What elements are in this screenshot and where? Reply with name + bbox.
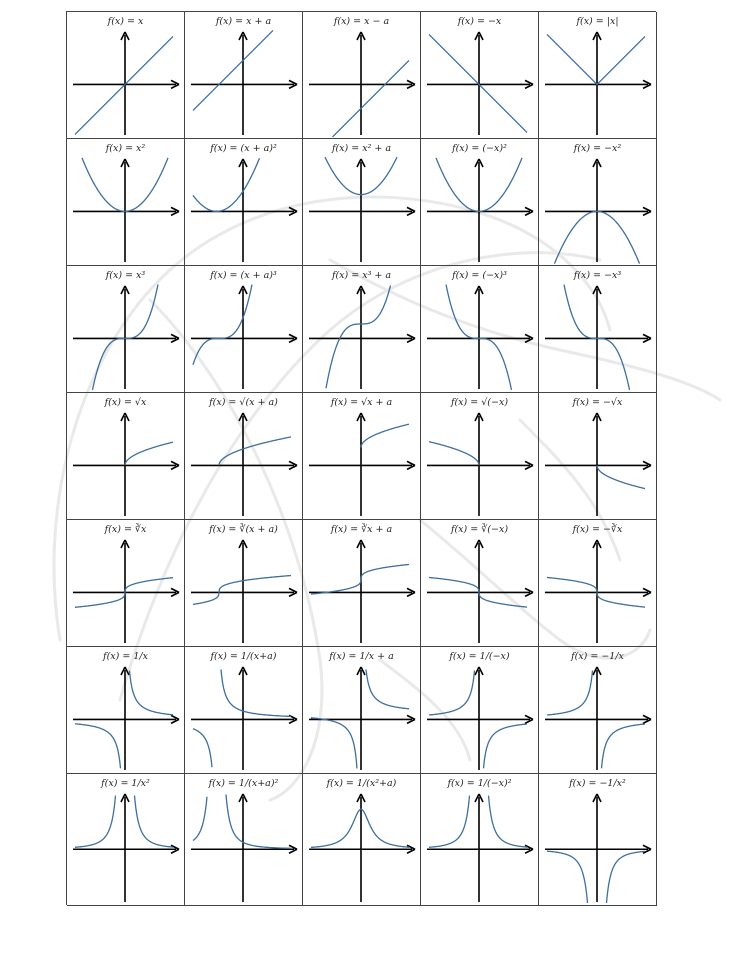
function-plot	[421, 647, 539, 774]
function-cell	[185, 266, 303, 393]
function-label: f(x) = ∛x	[104, 524, 147, 535]
function-curve	[75, 36, 173, 134]
function-cell	[421, 12, 539, 139]
function-label: f(x) = 1/x²	[101, 778, 150, 789]
function-label: f(x) = √x + a	[330, 397, 393, 408]
function-label: f(x) = −x²	[573, 143, 622, 154]
function-curve	[193, 158, 260, 211]
function-plot	[67, 266, 185, 393]
function-label: f(x) = −1/x	[571, 651, 624, 662]
function-curve	[125, 442, 173, 465]
function-cell	[539, 139, 657, 266]
function-label: f(x) = −∛x	[572, 524, 623, 535]
function-cell	[185, 139, 303, 266]
function-curve	[193, 30, 273, 110]
function-cell	[539, 12, 657, 139]
function-label: f(x) = ∛(x + a)	[209, 524, 278, 535]
function-plot	[539, 647, 657, 774]
function-label: f(x) = 1/(x²+a)	[326, 778, 397, 789]
function-curve	[326, 286, 391, 389]
function-plot	[303, 139, 421, 266]
function-curve	[219, 437, 291, 466]
function-plot	[539, 266, 657, 393]
function-curve	[311, 809, 409, 847]
function-label: f(x) = 1/x	[103, 651, 148, 662]
function-plot	[421, 12, 539, 139]
function-cell	[303, 393, 421, 520]
function-cell	[67, 139, 185, 266]
function-label: f(x) = 1/(x+a)	[210, 651, 277, 662]
function-label: f(x) = (−x)³	[452, 270, 507, 281]
function-plot	[421, 139, 539, 266]
function-cell	[539, 393, 657, 520]
function-label: f(x) = |x|	[576, 16, 619, 27]
function-label: f(x) = 1/(x+a)²	[208, 778, 279, 789]
function-cell	[67, 647, 185, 774]
function-cell	[67, 12, 185, 139]
function-cell	[67, 266, 185, 393]
function-label: f(x) = x²	[105, 143, 146, 154]
function-plot	[539, 520, 657, 647]
function-plot	[539, 774, 657, 906]
function-plot	[67, 139, 185, 266]
function-cell	[303, 12, 421, 139]
function-plot	[421, 266, 539, 393]
function-plot	[185, 12, 303, 139]
function-cell	[67, 774, 185, 906]
function-curve	[361, 424, 409, 447]
function-label: f(x) = (−x)²	[452, 143, 507, 154]
function-label: f(x) = √x	[104, 397, 147, 408]
function-cell	[185, 520, 303, 647]
function-label: f(x) = 1/(−x)²	[447, 778, 512, 789]
function-cell	[303, 647, 421, 774]
function-cell	[185, 12, 303, 139]
function-cell	[303, 520, 421, 647]
function-cell	[539, 774, 657, 906]
function-plot	[303, 774, 421, 906]
function-cell	[67, 393, 185, 520]
function-curve	[311, 565, 409, 595]
function-label: f(x) = (x + a)²	[210, 143, 277, 154]
function-label: f(x) = √(−x)	[450, 397, 509, 408]
function-cell	[185, 647, 303, 774]
function-curve	[429, 796, 527, 848]
function-cell	[303, 139, 421, 266]
function-plot	[185, 647, 303, 774]
function-cell	[421, 647, 539, 774]
function-curve	[547, 851, 645, 903]
function-cell	[421, 520, 539, 647]
function-label: f(x) = ∛x + a	[330, 524, 393, 535]
function-plot	[421, 520, 539, 647]
function-label: f(x) = x³	[105, 270, 146, 281]
function-plot	[303, 266, 421, 393]
function-plot	[185, 266, 303, 393]
function-cell	[67, 520, 185, 647]
function-plot	[67, 647, 185, 774]
function-cell	[539, 647, 657, 774]
function-curve	[75, 796, 173, 848]
function-curve	[193, 576, 291, 605]
function-plot	[421, 393, 539, 520]
function-plot	[303, 393, 421, 520]
function-label: f(x) = x + a	[215, 16, 272, 27]
function-curve	[333, 60, 410, 136]
function-curve	[429, 34, 527, 132]
function-plot	[303, 12, 421, 139]
function-cell	[303, 266, 421, 393]
function-label: f(x) = √(x + a)	[209, 397, 278, 408]
function-cell	[421, 139, 539, 266]
function-curve	[597, 465, 645, 488]
function-label: f(x) = x	[107, 16, 144, 27]
function-plot	[67, 393, 185, 520]
function-label: f(x) = −x³	[573, 270, 622, 281]
function-label: f(x) = −√x	[572, 397, 623, 408]
function-curve	[429, 442, 479, 466]
function-plot	[539, 12, 657, 139]
function-curve	[547, 34, 645, 84]
function-plot	[67, 12, 185, 139]
function-label: f(x) = 1/(−x)	[449, 651, 510, 662]
function-plot	[185, 139, 303, 266]
function-cell	[421, 774, 539, 906]
function-plot	[67, 520, 185, 647]
function-curve	[193, 795, 291, 849]
function-plot	[539, 139, 657, 266]
function-label: f(x) = x² + a	[331, 143, 392, 154]
function-plot	[303, 647, 421, 774]
function-label: f(x) = ∛(−x)	[450, 524, 509, 535]
function-cell	[421, 393, 539, 520]
function-cell	[185, 393, 303, 520]
function-label: f(x) = (x + a)³	[210, 270, 277, 281]
function-transformation-grid	[66, 11, 656, 905]
function-plot	[185, 774, 303, 906]
function-cell	[539, 520, 657, 647]
function-cell	[539, 266, 657, 393]
function-cell	[421, 266, 539, 393]
function-plot	[185, 393, 303, 520]
function-label: f(x) = −1/x²	[569, 778, 626, 789]
function-plot	[303, 520, 421, 647]
function-cell	[185, 774, 303, 906]
function-cell	[303, 774, 421, 906]
function-plot	[539, 393, 657, 520]
function-plot	[67, 774, 185, 906]
function-label: f(x) = x³ + a	[331, 270, 392, 281]
function-label: f(x) = x − a	[333, 16, 390, 27]
function-plot	[421, 774, 539, 906]
function-label: f(x) = −x	[457, 16, 502, 27]
function-curve	[193, 669, 291, 767]
function-label: f(x) = 1/x + a	[329, 651, 394, 662]
function-plot	[185, 520, 303, 647]
